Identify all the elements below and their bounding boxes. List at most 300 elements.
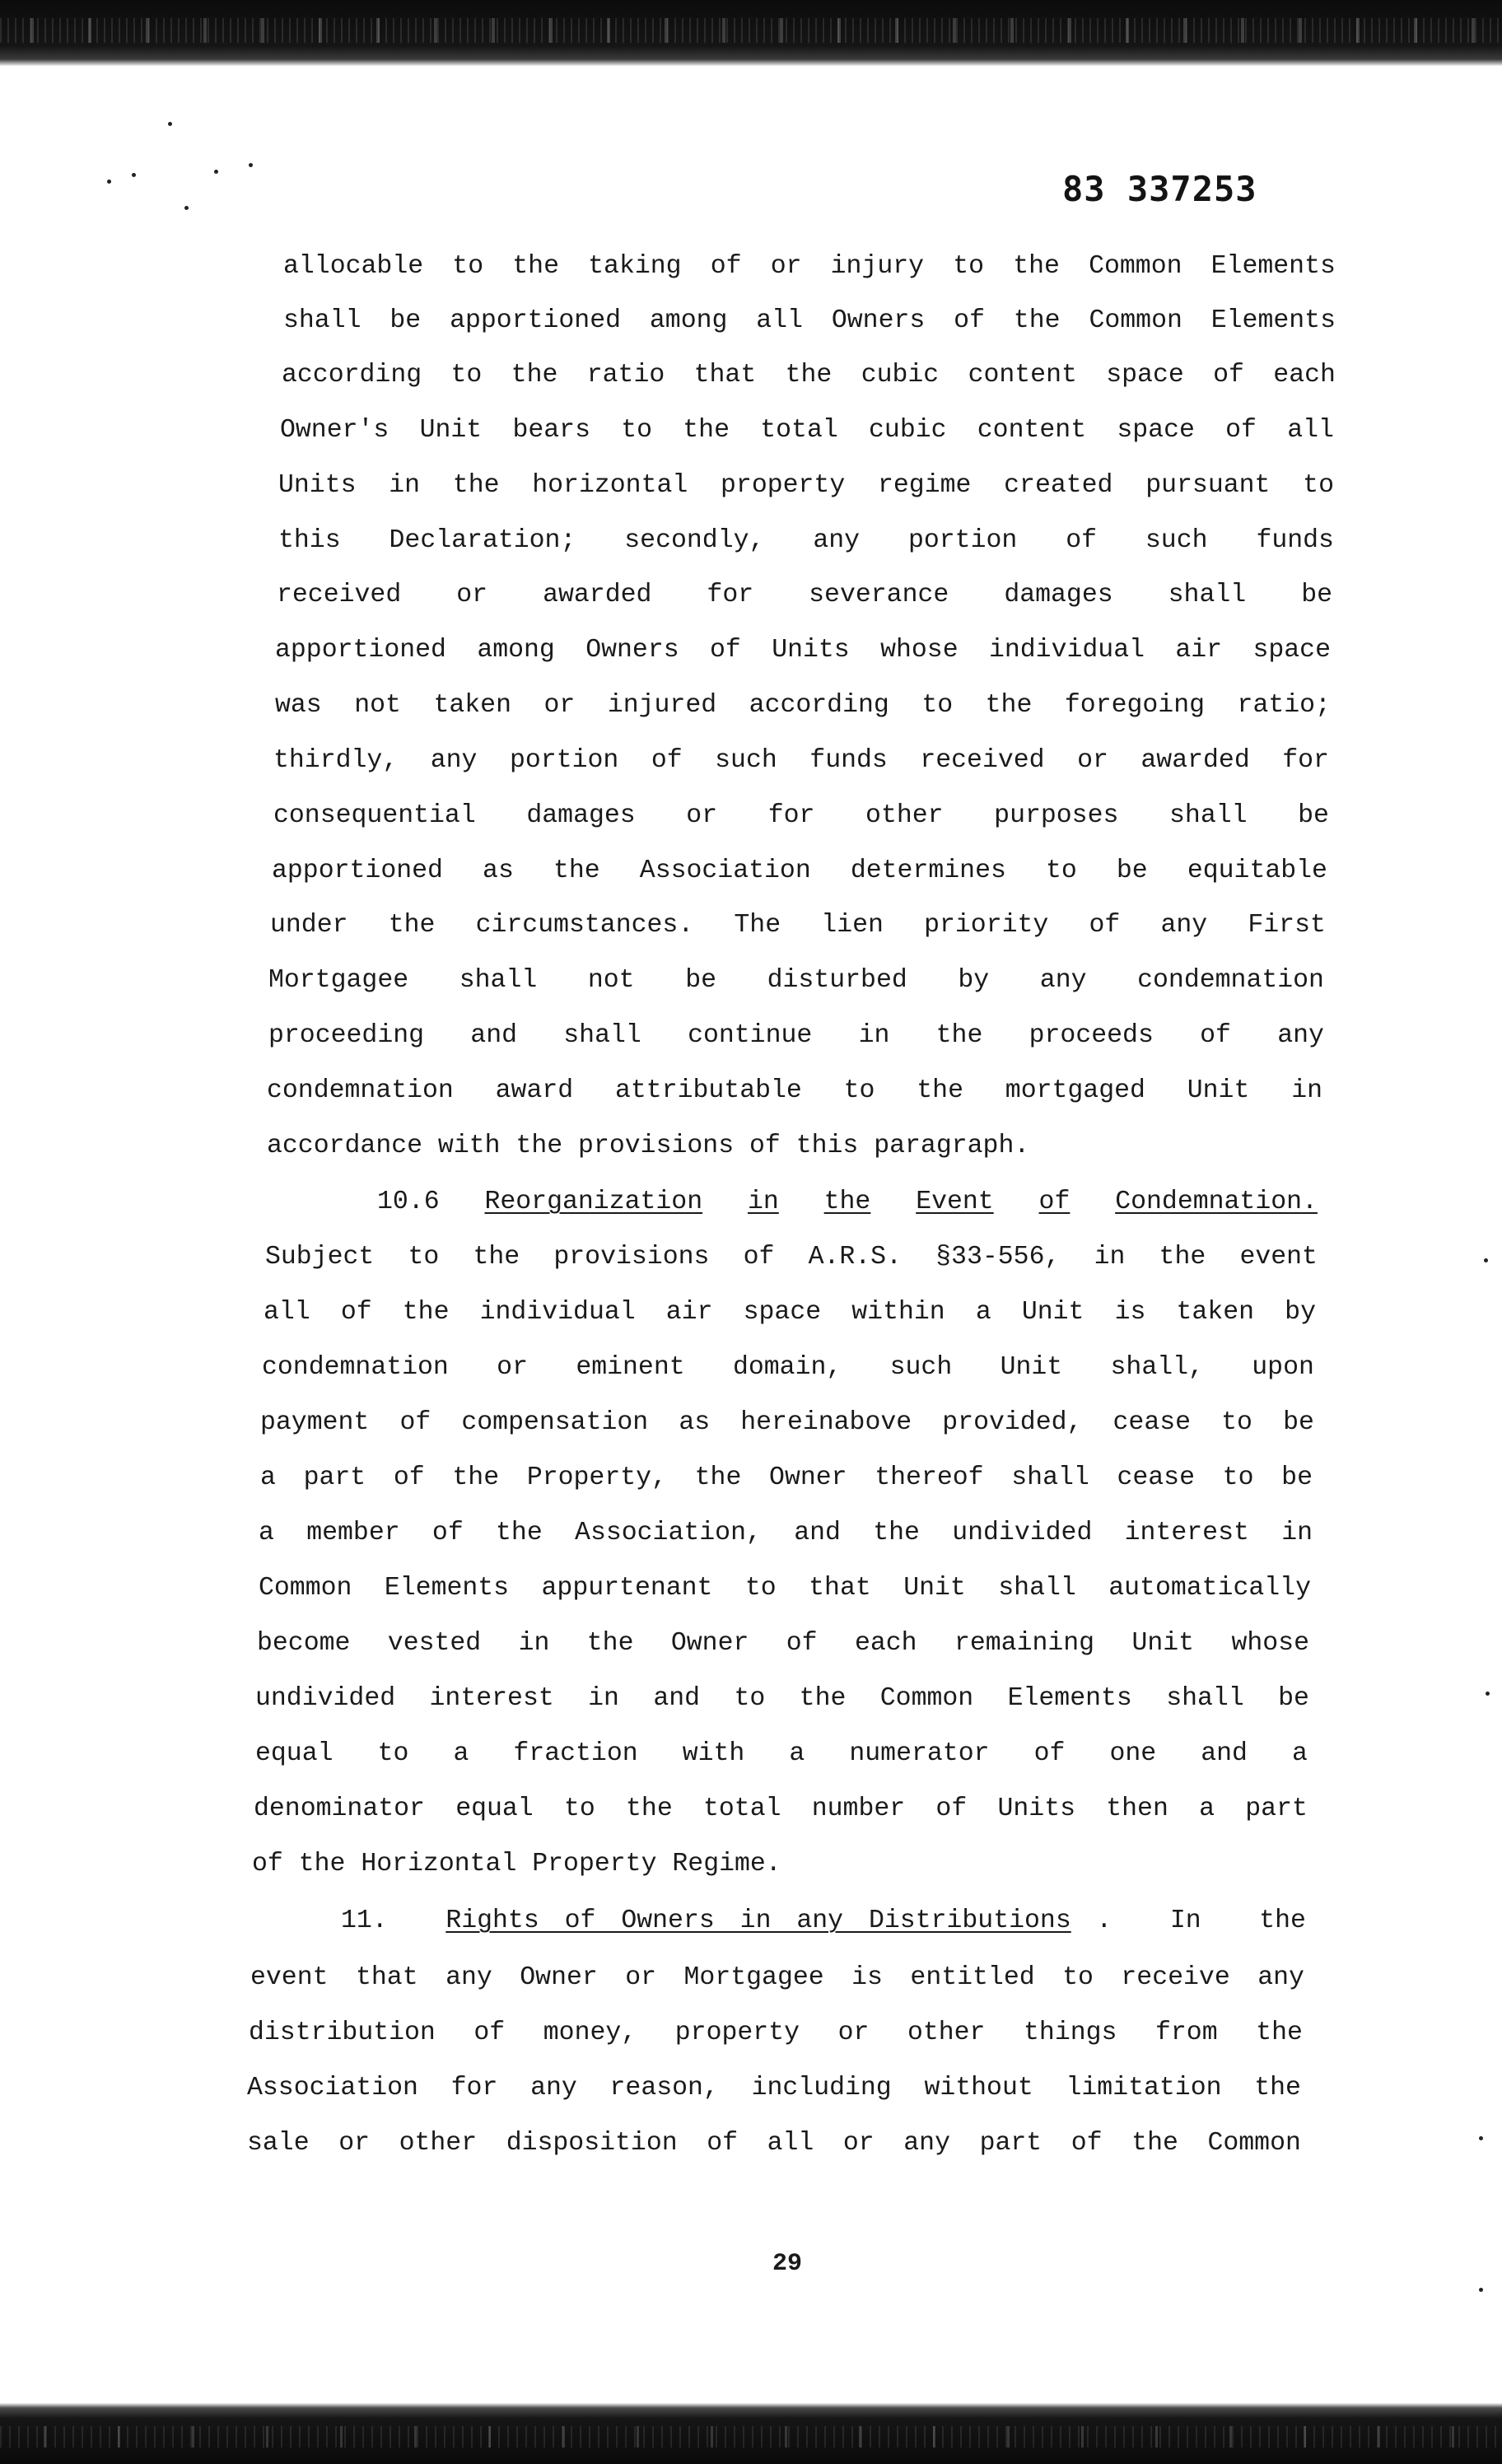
word: a <box>975 1298 991 1327</box>
word: event <box>250 1963 329 1992</box>
text-line <box>283 305 1336 338</box>
word: Elements <box>1210 252 1336 281</box>
word: be <box>1283 1408 1314 1437</box>
word: taking <box>588 252 682 281</box>
word: in <box>588 1684 619 1713</box>
word: numerator <box>849 1739 990 1768</box>
scan-speck <box>184 206 189 210</box>
word: compensation <box>461 1408 649 1437</box>
word: to <box>1303 471 1334 500</box>
word: upon <box>1252 1353 1314 1382</box>
word: sale <box>247 2129 310 2158</box>
word: Declaration; <box>389 526 576 555</box>
word: Owner's <box>280 416 389 445</box>
word: receive <box>1121 1963 1230 1992</box>
word: including <box>751 2074 892 2102</box>
word: among <box>649 306 728 335</box>
word: taken <box>433 691 511 720</box>
word: distribution <box>249 2018 436 2047</box>
word: from <box>1155 2018 1218 2047</box>
word: shall <box>459 966 538 995</box>
word: under <box>270 911 348 940</box>
word: condemnation <box>267 1076 454 1105</box>
word: to <box>734 1684 766 1713</box>
word: consequential <box>273 801 476 830</box>
word: of <box>710 636 741 665</box>
word: shall <box>1169 801 1248 830</box>
word: injury <box>830 252 925 281</box>
word: the <box>694 1463 742 1492</box>
word: Mortgagee <box>268 966 409 995</box>
text-line <box>277 579 1332 612</box>
word: Unit <box>1187 1076 1250 1105</box>
word: the <box>1013 306 1061 335</box>
text-line <box>260 1462 1313 1495</box>
text-line <box>278 525 1334 558</box>
text-line <box>275 634 1331 667</box>
word: the <box>402 1298 450 1327</box>
word: of <box>1200 1021 1231 1050</box>
word: for <box>1282 746 1329 775</box>
word: space <box>1117 416 1195 445</box>
word: the <box>452 471 500 500</box>
text-line <box>247 2072 1301 2105</box>
word: be <box>1301 581 1332 609</box>
word: the <box>683 416 730 445</box>
word: remaining <box>954 1629 1095 1658</box>
word: the <box>785 361 833 390</box>
text-line <box>268 964 1324 997</box>
heading-period: . <box>1096 1906 1113 1935</box>
word: the <box>873 1519 920 1547</box>
word: ratio; <box>1237 691 1331 720</box>
word: that <box>355 1963 418 1992</box>
text-line <box>272 855 1327 888</box>
word: to <box>953 252 985 281</box>
word: any <box>1160 911 1208 940</box>
text-line <box>341 1905 1306 1938</box>
word: was <box>275 691 322 720</box>
word: shall <box>1166 1684 1244 1713</box>
word: §33-556, <box>935 1243 1061 1272</box>
word: Unit <box>903 1574 966 1603</box>
text-line <box>283 250 1336 283</box>
word: of <box>935 1794 968 1823</box>
word: created <box>1004 471 1113 500</box>
word: Association, <box>575 1519 762 1547</box>
word: to <box>450 361 483 390</box>
text-line <box>273 800 1329 833</box>
word: of <box>786 1629 818 1658</box>
text-line <box>250 1962 1304 1995</box>
text-line <box>268 1020 1324 1052</box>
text-line <box>249 2017 1303 2050</box>
word: determines <box>850 856 1006 885</box>
word: appurtenant <box>541 1574 713 1603</box>
word: Subject <box>265 1243 375 1272</box>
section-heading-word: Condemnation. <box>1115 1188 1318 1216</box>
word: to <box>744 1574 777 1603</box>
word: of <box>707 2129 739 2158</box>
word: cease <box>1113 1408 1192 1437</box>
word: any <box>445 1963 492 1992</box>
word: other <box>907 2018 986 2047</box>
word: payment <box>260 1408 370 1437</box>
word: one <box>1109 1739 1157 1768</box>
word: to <box>1062 1963 1094 1992</box>
word: the <box>553 856 600 885</box>
word: for <box>707 581 754 609</box>
text-line <box>273 744 1329 777</box>
word: apportioned <box>450 306 622 335</box>
word: money, <box>543 2018 637 2047</box>
text-line <box>265 1241 1318 1274</box>
word: and <box>470 1021 518 1050</box>
word: all <box>756 306 803 335</box>
word: Common <box>1207 2129 1301 2158</box>
word: of <box>473 2018 506 2047</box>
word: air <box>1175 636 1223 665</box>
word: any <box>813 526 861 555</box>
word: in <box>858 1021 890 1050</box>
word: entitled <box>910 1963 1035 1992</box>
scan-speck <box>132 173 136 177</box>
word: of <box>1066 526 1097 555</box>
word: domain, <box>732 1353 842 1382</box>
word: Common <box>259 1574 352 1603</box>
word: condemnation <box>262 1353 449 1382</box>
word: in <box>518 1629 550 1658</box>
word: the <box>511 361 558 390</box>
text-line <box>257 1627 1309 1660</box>
word: the <box>473 1243 520 1272</box>
word: to <box>1222 1463 1254 1492</box>
text-line <box>259 1572 1311 1605</box>
word: awarded <box>543 581 652 609</box>
word: shall <box>563 1021 641 1050</box>
word: portion <box>907 526 1018 555</box>
word: attributable <box>614 1076 802 1105</box>
word: Common <box>1089 306 1182 335</box>
word: not <box>354 691 401 720</box>
word: eminent <box>576 1353 685 1382</box>
word: continue <box>688 1021 813 1050</box>
word: secondly, <box>624 526 765 555</box>
word: any <box>1039 966 1087 995</box>
word: Unit <box>419 416 483 445</box>
word: or <box>338 2129 371 2158</box>
word: that <box>809 1574 871 1603</box>
word: of <box>743 1243 775 1272</box>
word: or <box>837 2018 870 2047</box>
word: automatically <box>1108 1574 1311 1603</box>
word: be <box>1281 1463 1313 1492</box>
word: content <box>977 416 1087 445</box>
word: severance <box>809 581 949 609</box>
scan-border-bottom <box>0 2403 1502 2464</box>
word: a <box>259 1519 274 1547</box>
word: of <box>340 1298 372 1327</box>
word: purposes <box>994 801 1119 830</box>
word: to <box>843 1076 875 1105</box>
word: cubic <box>869 416 947 445</box>
word: provisions <box>553 1243 710 1272</box>
word: interest <box>1124 1519 1249 1547</box>
text-line <box>260 1407 1314 1440</box>
text-line <box>377 1186 1318 1219</box>
word: is <box>851 1963 883 1992</box>
text-line <box>259 1517 1313 1550</box>
word: part <box>1245 1794 1308 1823</box>
word: by <box>958 966 990 995</box>
word: part <box>303 1463 366 1492</box>
word: as <box>483 856 514 885</box>
word: be <box>1278 1684 1309 1713</box>
word: the <box>1254 2074 1301 2102</box>
word: Owner <box>769 1463 847 1492</box>
word: or <box>497 1353 528 1382</box>
word: things <box>1024 2018 1117 2047</box>
section-heading-word: of <box>1038 1188 1071 1216</box>
word: each <box>1273 361 1336 390</box>
word: First <box>1248 911 1326 940</box>
word: become <box>257 1629 351 1658</box>
word: In <box>1169 1906 1201 1935</box>
word: all <box>767 2129 814 2158</box>
word: disposition <box>506 2129 678 2158</box>
word: space <box>1252 636 1331 665</box>
word: or <box>686 801 718 830</box>
word: be <box>1116 856 1148 885</box>
word: cease <box>1117 1463 1195 1492</box>
word: total <box>760 416 838 445</box>
word: without <box>924 2074 1033 2102</box>
word: the <box>985 691 1033 720</box>
word: of <box>431 1519 464 1547</box>
word: in <box>389 471 421 500</box>
word: of <box>1033 1739 1066 1768</box>
word: equal <box>255 1739 334 1768</box>
word: denominator <box>254 1794 425 1823</box>
section-number: 10.6 <box>377 1188 440 1216</box>
word: of <box>954 306 985 335</box>
word: shall <box>1011 1463 1089 1492</box>
section-heading: Rights of Owners in any Distributions <box>445 1906 1071 1935</box>
word: Owner <box>670 1629 749 1658</box>
word: the <box>1256 2018 1303 2047</box>
word: Elements <box>384 1574 510 1603</box>
word: within <box>851 1298 945 1327</box>
word: the <box>917 1076 963 1105</box>
scan-speck <box>249 163 253 167</box>
word: a <box>260 1463 276 1492</box>
word: Units <box>278 471 357 500</box>
word: of <box>1213 361 1244 390</box>
word: property <box>721 471 846 500</box>
word: be <box>685 966 717 995</box>
word: Common <box>879 1684 974 1713</box>
text-line <box>275 689 1331 722</box>
text-line <box>254 1793 1308 1826</box>
word: hereinabove <box>740 1408 912 1437</box>
scan-speck <box>214 170 218 174</box>
word: or <box>456 581 488 609</box>
word: a <box>1292 1739 1308 1768</box>
word: cubic <box>861 361 940 390</box>
text-line <box>282 359 1336 392</box>
word: other <box>865 801 944 830</box>
word: the <box>1259 1906 1306 1935</box>
word: the <box>1131 2129 1178 2158</box>
word: allocable <box>283 252 424 281</box>
word: is <box>1114 1298 1146 1327</box>
word: a <box>1199 1794 1215 1823</box>
word: ratio <box>586 361 665 390</box>
word: the <box>586 1629 634 1658</box>
word: awarded <box>1140 746 1250 775</box>
word: not <box>587 966 635 995</box>
word: lien <box>821 911 884 940</box>
word: Association <box>247 2074 418 2102</box>
word: equal <box>455 1794 534 1823</box>
word: interest <box>429 1684 554 1713</box>
word: any <box>1277 1021 1324 1050</box>
text-line <box>270 909 1326 942</box>
word: of <box>399 1408 431 1437</box>
word: shall, <box>1110 1353 1204 1382</box>
word: with <box>682 1739 745 1768</box>
word: condemnation <box>1137 966 1324 995</box>
word: number <box>811 1794 906 1823</box>
word: received <box>277 581 402 609</box>
text-line <box>247 2127 1301 2160</box>
word: thirdly, <box>273 746 399 775</box>
word: the <box>496 1519 543 1547</box>
word: in <box>1291 1076 1322 1105</box>
word: undivided <box>255 1684 396 1713</box>
word: foregoing <box>1064 691 1206 720</box>
word: damages <box>1004 581 1113 609</box>
word: to <box>408 1243 440 1272</box>
word: of <box>651 746 683 775</box>
word: such <box>889 1353 953 1382</box>
word: to <box>1045 856 1077 885</box>
word: to <box>1221 1408 1252 1437</box>
word: funds <box>1256 526 1334 555</box>
word: the <box>388 911 436 940</box>
scan-speck <box>107 180 111 184</box>
word: to <box>452 252 484 281</box>
word: total <box>702 1794 781 1823</box>
word: the <box>799 1684 847 1713</box>
word: property <box>674 2018 800 2047</box>
word: such <box>1145 526 1208 555</box>
word: thereof <box>875 1463 984 1492</box>
section-heading-word: Event <box>916 1188 994 1216</box>
word: that <box>693 361 757 390</box>
page-number: 29 <box>772 2250 803 2278</box>
word: Unit <box>1021 1298 1085 1327</box>
word: apportioned <box>275 636 446 665</box>
word: be <box>1298 801 1329 830</box>
word: any <box>1257 1963 1304 1992</box>
section-heading-word: the <box>823 1188 871 1216</box>
word: any <box>430 746 478 775</box>
word: the <box>452 1463 500 1492</box>
text-line <box>255 1682 1309 1715</box>
word: provided, <box>942 1408 1083 1437</box>
word: circumstances. <box>475 911 694 940</box>
word: for <box>450 2074 498 2102</box>
word: vested <box>387 1629 482 1658</box>
word: all <box>1287 416 1334 445</box>
word: reason, <box>609 2074 719 2102</box>
scan-speck <box>1484 1258 1488 1262</box>
scan-speck <box>1479 2136 1483 2140</box>
word: and <box>653 1684 701 1713</box>
word: regime <box>877 471 972 500</box>
word: space <box>743 1298 822 1327</box>
word: the <box>626 1794 673 1823</box>
word: equitable <box>1187 856 1327 885</box>
word: and <box>794 1519 841 1547</box>
word: Common <box>1089 252 1182 281</box>
word: individual <box>988 636 1145 665</box>
word: or <box>1077 746 1108 775</box>
word: the <box>512 252 559 281</box>
section-heading-word: in <box>747 1188 779 1216</box>
word: other <box>399 2129 478 2158</box>
word: portion <box>509 746 619 775</box>
word: Owner <box>520 1963 598 1992</box>
word: disturbed <box>767 966 907 995</box>
text-line <box>280 414 1334 447</box>
word: by <box>1285 1298 1316 1327</box>
word: to <box>377 1739 409 1768</box>
word: be <box>389 306 422 335</box>
word: of <box>710 252 742 281</box>
section-number: 11. <box>341 1906 388 1935</box>
word: whose <box>1231 1629 1309 1658</box>
word: content <box>968 361 1077 390</box>
section-heading-word: Reorganization <box>484 1188 703 1216</box>
word: in <box>1094 1243 1126 1272</box>
word: space <box>1106 361 1184 390</box>
word: event <box>1239 1243 1318 1272</box>
word: Unit <box>1000 1353 1063 1382</box>
word: shall <box>283 306 362 335</box>
word: received <box>920 746 1045 775</box>
word: or <box>625 1963 657 1992</box>
word: the <box>1013 252 1060 281</box>
word: apportioned <box>272 856 443 885</box>
word: of <box>1071 2129 1103 2158</box>
word: fraction <box>513 1739 638 1768</box>
text-line <box>278 469 1334 502</box>
word: A.R.S. <box>808 1243 902 1272</box>
word: limitation <box>1066 2074 1222 2102</box>
word: Units <box>772 636 850 665</box>
word: horizontal <box>532 471 688 500</box>
word: part <box>979 2129 1043 2158</box>
word: mortgaged <box>1005 1076 1145 1105</box>
text-line <box>255 1738 1308 1771</box>
text-line: of the Horizontal Property Regime. <box>252 1850 781 1878</box>
word: any <box>903 2129 950 2158</box>
word: Unit <box>1131 1629 1195 1658</box>
scan-speck <box>1486 1692 1490 1696</box>
word: funds <box>809 746 888 775</box>
